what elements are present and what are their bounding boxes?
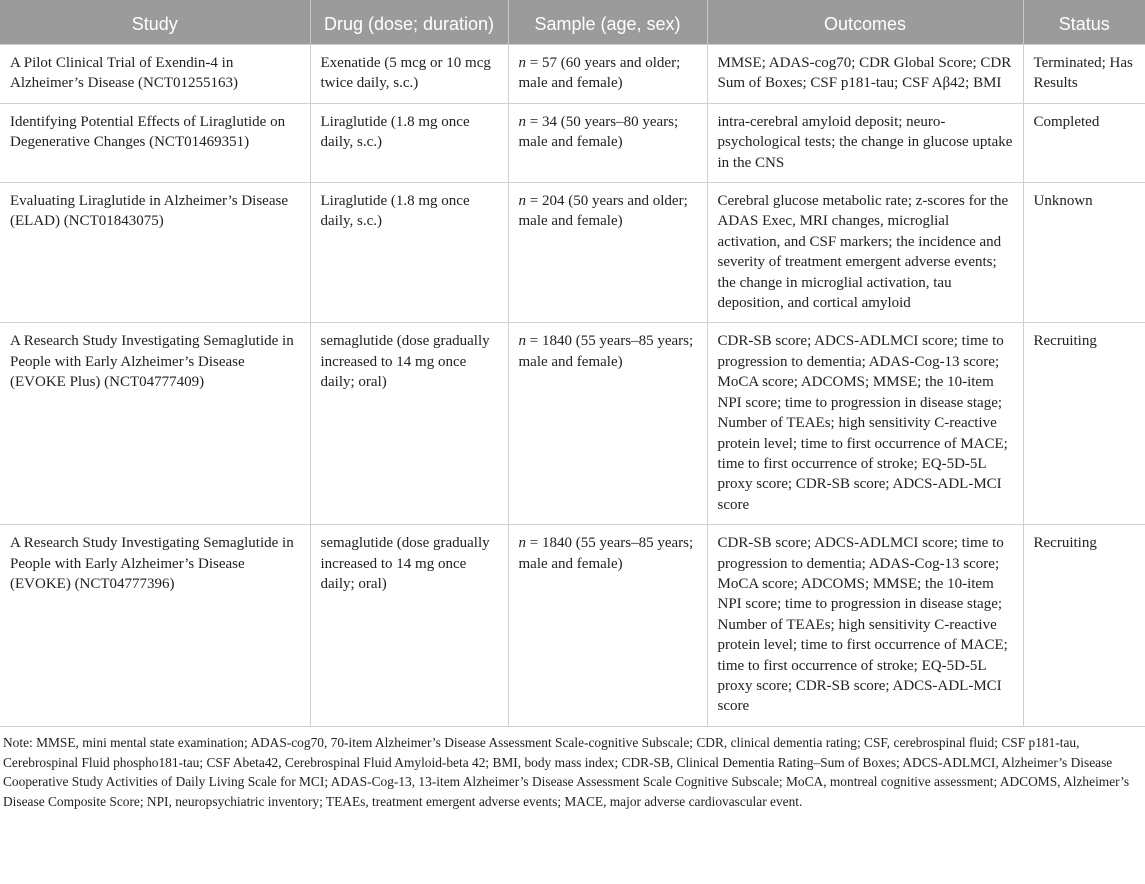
cell-sample [508,525,707,727]
sample-text: = 34 (50 years–80 years; male and female) [518,113,679,151]
header-sample: Sample (age, sex) [508,0,707,45]
cell-drug: semaglutide (dose gradually increased to 14 mg once daily; oral) [310,525,508,727]
header-drug: Drug (dose; duration) [310,0,508,45]
n-symbol: n [518,535,526,552]
sample-text: = 1840 (55 years–85 years; male and female) [518,535,694,572]
table-row [0,45,1145,104]
table-row [0,525,1145,727]
cell-status: Terminated; Has Results [1023,45,1145,104]
sample-text: = 204 (50 years and older; male and female) [518,193,688,230]
header-status: Status [1023,0,1145,45]
header-study: Study [0,0,310,45]
cell-study: A Research Study Investigating Semaglutide in People with Early Alzheimer’s Disease (EVOKE Plus) (NCT04777409) [0,323,310,525]
header-outcomes: Outcomes [707,0,1023,45]
table-row [0,183,1145,323]
cell-study: Identifying Potential Effects of Liraglutide on Degenerative Changes (NCT01469351) [0,103,310,182]
n-symbol: n [518,55,526,71]
n-symbol: n [518,193,526,210]
cell-status: Recruiting [1023,525,1145,727]
cell-study: A Research Study Investigating Semaglutide in People with Early Alzheimer’s Disease (EVOKE) (NCT04777396) [0,525,310,727]
cell-drug: semaglutide (dose gradually increased to 14 mg once daily; oral) [310,323,508,525]
cell-drug: Exenatide (5 mcg or 10 mcg twice daily, s.c.) [310,45,508,104]
table-row [0,103,1145,182]
n-symbol: n [518,113,526,130]
cell-outcomes: CDR-SB score; ADCS-ADLMCI score; time to progression to dementia; ADAS-Cog-13 score; MoCA score; ADCOMS; MMSE; the 10-item NPI score; time to progression in disease stage; Number of TEAEs; high sensitivity C-reactive protein level; time to first occurrence of MACE; time to first occurrence of stroke; EQ-5D-5L proxy score; CDR-SB score; ADCS-ADL-MCI score [707,323,1023,525]
cell-outcomes: MMSE; ADAS-cog70; CDR Global Score; CDR Sum of Boxes; CSF p181-tau; CSF Aβ42; BMI [707,45,1023,104]
sample-text: = 1840 (55 years–85 years; male and female) [518,333,694,370]
cell-study: A Pilot Clinical Trial of Exendin-4 in Alzheimer’s Disease (NCT01255163) [0,45,310,104]
cell-sample [508,183,707,323]
table-footnote: Note: MMSE, mini mental state examination; ADAS-cog70, 70-item Alzheimer’s Disease Assessment Scale-cognitive Subscale; CDR, clinical dementia rating; CSF, cerebrospinal fluid; CSF p181-tau, Cerebrospinal Fluid phospho181-tau; CSF Abeta42, Cerebrospinal Fluid Amyloid-beta 42; BMI, body mass index; CDR-SB, Clinical Dementia Rating–Sum of Boxes; ADCS-ADLMCI, Alzheimer’s Disease Cooperative Study Activities of Daily Living Scale for MCI; ADAS-Cog-13, 13-item Alzheimer’s Disease Assessment Scale Cognitive Subscale; MoCA, montreal cognitive assessment; ADCOMS, Alzheimer’s Disease Composite Score; NPI, neuropsychiatric inventory; TEAEs, treatment emergent adverse events; MACE, major adverse cardiovascular event. [3,734,1130,810]
cell-drug: Liraglutide (1.8 mg once daily, s.c.) [310,183,508,323]
cell-study: Evaluating Liraglutide in Alzheimer’s Disease (ELAD) (NCT01843075) [0,183,310,323]
cell-outcomes: CDR-SB score; ADCS-ADLMCI score; time to progression to dementia; ADAS-Cog-13 score; MoCA score; ADCOMS; MMSE; the 10-item NPI score; time to progression in disease stage; Number of TEAEs; high sensitivity C-reactive protein level; time to first occurrence of MACE; time to first occurrence of stroke; EQ-5D-5L proxy score; CDR-SB score; ADCS-ADL-MCI score [707,525,1023,727]
cell-outcomes: intra-cerebral amyloid deposit; neuro-psychological tests; the change in glucose uptake in the CNS [707,103,1023,182]
cell-outcomes: Cerebral glucose metabolic rate; z-scores for the ADAS Exec, MRI changes, microglial activation, and CSF markers; the incidence and severity of treatment emergent adverse events; the change in microglial activation, tau deposition, and cortical amyloid [707,183,1023,323]
cell-sample [508,45,707,104]
cell-status: Completed [1023,103,1145,182]
sample-text: = 57 (60 years and older; male and female) [518,55,681,92]
table-header-row [0,0,1145,45]
table-row [0,323,1145,525]
cell-status: Recruiting [1023,323,1145,525]
cell-status: Unknown [1023,183,1145,323]
cell-sample [508,103,707,182]
cell-sample [508,323,707,525]
cell-drug: Liraglutide (1.8 mg once daily, s.c.) [310,103,508,182]
n-symbol: n [518,333,526,350]
